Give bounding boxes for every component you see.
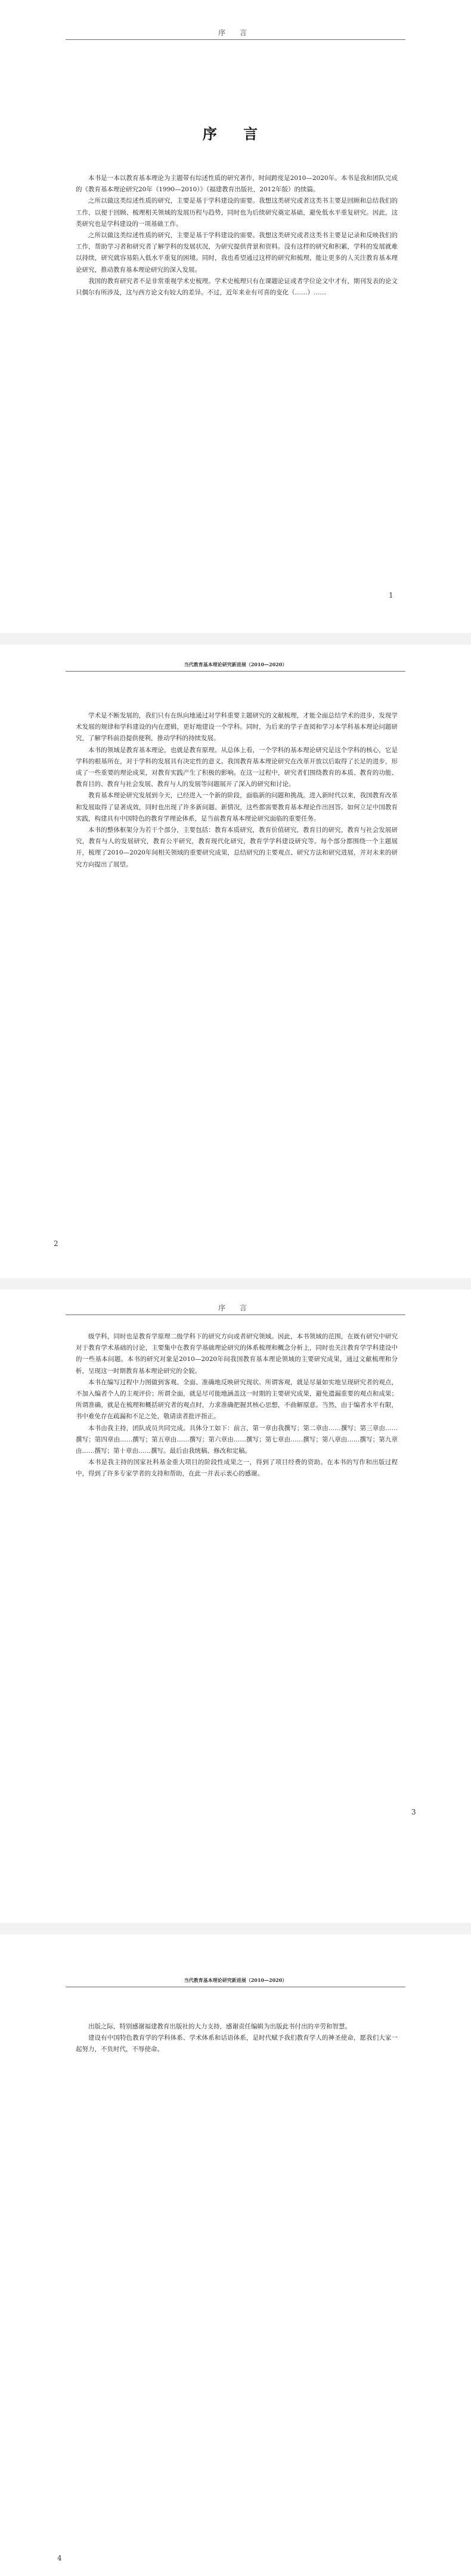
paragraph: 本书是一本以教育基本理论为主题带有综述性质的研究著作，时间跨度是2010—2020年。本书是我和团队完成的《教育基本理论研究20年（1990—2010）》（福建教育出版社，2012年版）的续篇。: [76, 175, 398, 194]
body-text: [76, 710, 398, 871]
chapter-title: 序 言: [202, 125, 269, 142]
header-rule: [66, 671, 405, 672]
body-text: [76, 173, 398, 299]
page-3: [0, 1289, 471, 1923]
paragraph: 之所以做这类综述性质的研究，主要是基于学科建设的需要。我想这类研究或者这类书主要是回顾和总结我们的工作，以便于回顾、梳理相关领域的发展历程与趋势，同时也为后续研究奠定基础，避免低水平重复研究。因此，这类研究也是学科建设的一项基础工作。: [76, 197, 398, 228]
page-number: 1: [389, 591, 393, 599]
header-rule: [66, 39, 405, 40]
paragraph: 教育基本理论研究发展到今天，已经进入一个新的阶段，面临新的问题和挑战。进入新时代以来，我国教育改革和发展取得了显著成效，同时也出现了许多新问题、新情况，这些都需要教育基本理论作出回答。如何立足中国教育实践，构建具有中国特色的教育学理论体系，是当前教育基本理论研究面临的重要任务。: [76, 792, 398, 822]
page-number: 3: [411, 1808, 416, 1816]
page-gap: [0, 633, 471, 645]
page-number: 2: [54, 1239, 58, 1248]
running-header: 当代教育基本理论研究新进展（2010—2020）: [184, 1977, 287, 1983]
page-4: [0, 1934, 471, 2576]
running-header: 序 言: [218, 29, 253, 37]
paragraph: 本书的领域是教育基本理论，也就是教育原理。从总体上看，一个学科的基本理论研究是这个学科的核心，它是学科的根基所在，对于学科的发展具有决定性的意义。我国教育基本理论研究在改革开放以后取得了长足的进步，形成了一些重要的理论成果，对教育实践产生了积极的影响。在这一过程中，研究者们围绕教育的本质、教育的功能、教育目的、教育与社会发展、教育与人的发展等问题展开了深入的研究和讨论。: [76, 746, 398, 788]
body-text: [76, 1331, 398, 1480]
paragraph: 本书是我主持的国家社科基金重大项目的阶段性成果之一，得到了项目经费的资助。在本书的写作和出版过程中，得到了许多专家学者的支持和帮助，在此一并表示衷心的感谢。: [76, 1459, 398, 1478]
paragraph: 建设有中国特色教育学的学科体系、学术体系和话语体系，是时代赋予我们教育学人的神圣使命，愿我们大家一起努力，不负时代，不辱使命。: [76, 2034, 398, 2053]
running-header: 序 言: [218, 1304, 253, 1312]
page-2: [0, 645, 471, 1278]
page-1: [0, 0, 471, 633]
paragraph: 学术是不断发展的，我们只有在纵向地通过对学科重要主题研究的文献梳理，才能全面总结学术的进步，发现学术发展的规律和学科建设的内在逻辑，更好地建设一个学科。同时，为后来的学子查阅和学习本学科基本理论问题研究，了解学科前沿提供便利，推动学科的持续发展。: [76, 712, 398, 742]
paragraph: 本书在编写过程中力图做到客观、全面、准确地反映研究现状。所谓客观，就是尽量如实地呈现研究者的观点，不加入编者个人的主观评价；所谓全面，就是尽可能地涵盖这一时期的主要研究成果，避免遗漏重要的观点和成果；所谓准确，就是在梳理和概括研究者的观点时，力求准确把握其核心思想，不曲解原意。当然，由于编者水平有限，书中难免存在疏漏和不足之处，敬请读者批评指正。: [76, 1378, 398, 1421]
page-number: 4: [57, 2554, 62, 2562]
paragraph: 级学科，同时也是教育学原理二级学科下的研究方向或者研究领域。因此，本书领域的范围，在既有研究中研究对于教育学术基础的讨论，主要集中在教育学基础理论研究的体系梳理和概念分析上，同时也关注教育学学科建设中的一些基本问题。本书的研究对象是2010—2020年间我国教育基本理论领域的主要研究成果，通过文献梳理和分析，呈现这一时期教育基本理论研究的全貌。: [76, 1333, 398, 1375]
running-header: 当代教育基本理论研究新进展（2010—2020）: [184, 661, 287, 667]
paragraph: 本书由我主持，团队成员共同完成。具体分工如下：前言，第一章由我撰写；第二章由……撰写；第三章由……撰写；第四章由……撰写；第五章由……撰写；第六章由……撰写；第七章由……撰写；第八章由……撰写；第九章由……撰写；第十章由……撰写。最后由我统稿、修改和定稿。: [76, 1424, 398, 1455]
paragraph: 出版之际，特别感谢福建教育出版社的大力支持，感谢责任编辑为出版此书付出的辛劳和智慧。: [88, 2023, 351, 2030]
paragraph: 之所以做这类综述性质的研究，主要是基于学科建设的需要。我想这类研究或者这类书主要是记录和反映我们的工作，帮助学习者和研究者了解学科的发展状况，为研究提供背景和资料。没有这样的研究和积累，学科的发展就难以持续，研究就容易陷入低水平重复的困境。同时，我也希望通过这样的研究和梳理，能让更多的人关注教育基本理论研究，推动教育基本理论研究的深入发展。: [76, 232, 398, 274]
page-gap: [0, 1278, 471, 1289]
body-text: [76, 2021, 398, 2056]
paragraph: 本书的整体框架分为若干个部分，主要包括：教育本质研究，教育价值研究，教育目的研究，教育与社会发展研究，教育与人的发展研究，教育公平研究，教育现代化研究，教育学学科建设研究等。每个部分都围绕一个主题展开，梳理了2010—2020年间相关领域的重要研究成果，总结研究的主要观点、研究方法和研究进展，并对未来的研究方向提出了展望。: [76, 826, 398, 868]
page-gap: [0, 1923, 471, 1934]
paragraph: 我国的教育研究者不是非常重视学术史梳理。学术史梳理只有在课题论证或者学位论文中才有，期刊发表的论文只偶尔有所涉及，这与西方论文有较大的差异。不过，近年来业有可喜的变化（……）……: [76, 277, 398, 297]
